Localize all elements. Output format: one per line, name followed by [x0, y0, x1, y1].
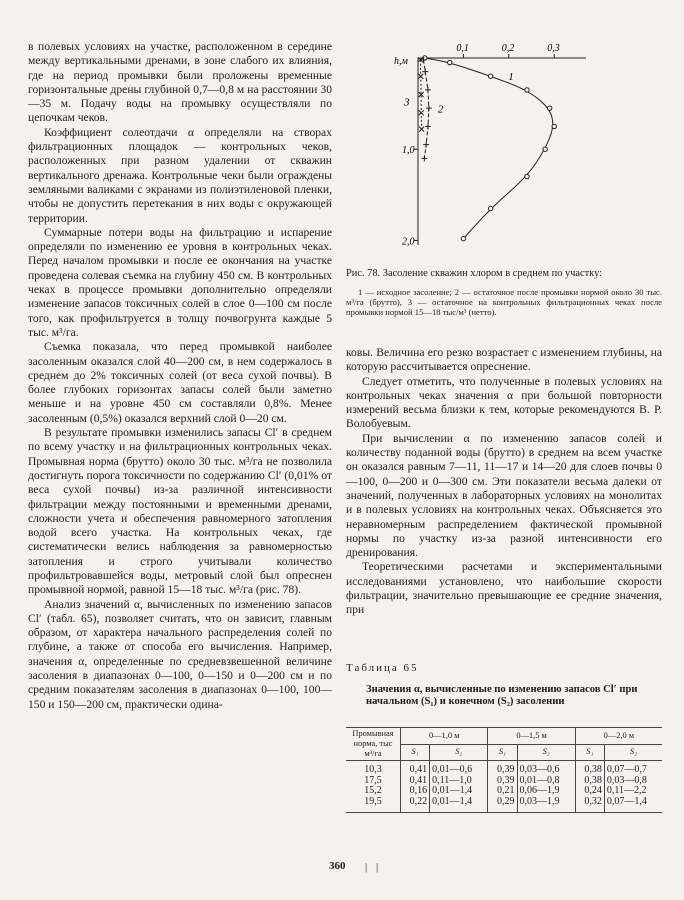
data-point	[425, 87, 431, 93]
cell: 0,41	[401, 776, 430, 787]
paragraph: Следует отметить, что полученные в полевых условиях на контрольных чеках значения α при большой повторности измерений весьма близки к тем, которые рекомендуются В. Р. Волобуевым.	[346, 374, 662, 431]
data-point	[461, 236, 465, 240]
table-label: Таблица 65	[346, 662, 419, 674]
data-point	[543, 147, 547, 151]
data-point	[547, 106, 551, 110]
table-title: Значения α, вычисленные по изменению запасов Cl′ при начальном (S₁) и конечном (S₂) засолении	[366, 684, 638, 708]
data-point	[419, 127, 424, 132]
data-point	[448, 60, 452, 64]
cell: 0,21	[488, 786, 517, 797]
figure-78	[346, 40, 662, 265]
cell: 17,5	[364, 774, 382, 786]
cell: 0,39	[488, 776, 517, 787]
paragraph: При вычислении α по изменению запасов солей и количеству поданной воды (брутто) в среднем на всем участке он оказался равным 7—11, 11—17 и 14—20 для слоев почвы 0—100, 0—200 и 0—300 см. Эти показатели весьма далеки от значений, полученных в лабораторных условиях на монолитах и в полевых условиях на контрольных чеках. Объясняется это неравномерным распределением фактической промывной нормы по участку из-за разной интенсивности его дренирования.	[346, 431, 662, 560]
cell: 0,01—0,6	[430, 761, 488, 776]
paragraph: Теоретическими расчетами и экспериментальными исследованиями установлено, что наибольшие скорости фильтрации, значительно превышающие ее средние значения, при	[346, 560, 662, 617]
cell: 0,24	[575, 786, 604, 797]
table-row	[346, 786, 662, 797]
cell: 0,32	[575, 797, 604, 813]
y-tick-label: 2,0	[402, 236, 415, 248]
data-point	[552, 124, 556, 128]
cell: 0,38	[575, 776, 604, 787]
cell: 10,3	[364, 764, 382, 775]
paragraph: Коэффициент солеотдачи α определяли на створах фильтрационных площадок — контрольных чеков, расположенных при разном удалении от скважин вертикального дренажа. Контрольные чеки были ограждены земляными валиками с экранами из полиэтиленовой пленки, чтобы не допустить перетекания в них воды с окружающей территории.	[28, 125, 332, 225]
curve-label-1: 1	[508, 70, 514, 83]
caption-legend: 1 — исходное засоление; 2 — остаточное после промывки нормой около 30 тыс. м³/га (брутто), 3 — остаточное на контрольных фильтрационных чеках после промывки нормой 15—18 тыс/м³ (нетто).	[346, 286, 662, 317]
caption-title: Рис. 78. Засоление скважин хлором в среднем по участку:	[346, 268, 603, 279]
data-point	[525, 174, 529, 178]
cell: 0,07—1,4	[604, 797, 662, 813]
data-point	[423, 142, 429, 148]
cell: 0,07—0,7	[604, 761, 662, 776]
cell: 0,11—2,2	[604, 786, 662, 797]
curve-label-3: 3	[404, 96, 410, 109]
salinity-chart	[346, 40, 662, 265]
cell: 0,22	[401, 797, 430, 813]
paragraph: Суммарные потери воды на фильтрацию и испарение определяли по изменению ее уровня в контрольных чеках. Перед началом промывки и после ее окончания на участке проведена солевая съемка на глубину 450 см. В контрольных чеках в процессе промывки дополнительно определяли изменение запасов токсичных солей в слое 0—100 см после того, как профильтруется в толщу почвогрунта каждые 5 тыс. м³/га.	[28, 225, 332, 339]
paragraph: Анализ значений α, вычисленных по изменению запасов Cl′ (табл. 65), позволяет считать, что он зависит, главным образом, от характера начального распределения солей по глубине, а также от способа его вычисления. Например, значения α, определенные по средневзвешенной величине засоления в диапазонах 0—100, 0—150 и 0—200 см и по средним показателям засоления в диапазонах 0—100, 100—150 и 150—200 см, практически одина-	[28, 597, 332, 711]
left-text-column	[28, 40, 332, 712]
data-point	[525, 88, 529, 92]
data-point	[488, 206, 492, 210]
data-point	[425, 123, 431, 129]
curve-label-2: 2	[437, 103, 444, 116]
paragraph: Съемка показала, что перед промывкой наиболее засоленным оказался слой 40—200 см, в нем содержалось в среднем до 2% токсичных солей (от веса сухой почвы). В более глубоких горизонтах запасы солей были заметно меньше и на уровне 450 см составляли 0,8%. Менее засоленным (0,5%) оказался верхний слой 0—20 см.	[28, 340, 332, 425]
header-s2: S₂	[604, 744, 662, 761]
header-s1: S₁	[401, 744, 430, 761]
paragraph: в полевых условиях на участке, расположенном в середине между вертикальными дренами, в зоне слабого их влияния, где на период промывки были проложены временные горизонтальные дрены глубиной 0,7—0,8 м на расстоянии 30—35 м. Подачу воды на промывку осуществляли по цепочкам чеков.	[28, 40, 332, 125]
cell: 19,5	[364, 795, 382, 807]
cell: 0,29	[488, 797, 517, 813]
table-65	[346, 727, 662, 813]
data-point	[421, 155, 427, 161]
cell: 0,01—1,4	[430, 797, 488, 813]
header-s1: S₁	[575, 744, 604, 761]
header-depth: 0—1,5 м	[488, 728, 575, 745]
cell: 0,16	[401, 786, 430, 797]
x-tick-label: 0,3	[547, 43, 560, 54]
header-s2: S₂	[430, 744, 488, 761]
header-s1: S₁	[488, 744, 517, 761]
y-axis-label: h,м	[394, 56, 408, 67]
header-wash-norm: Промывная норма, тыс м³/га	[346, 728, 401, 761]
page-mark: | |	[365, 861, 382, 873]
x-tick-label: 0,2	[501, 43, 515, 54]
header-s2: S₂	[517, 744, 575, 761]
paragraph: В результате промывки изменились запасы Cl′ в среднем по всему участку и на фильтрационных контрольных чеках. Промывная норма (брутто) около 30 тыс. м³/га не позволила достигнуть порога токсичности по содержанию Cl′ (0,01% от веса сухой почвы) из-за различной интенсивности фильтрации между постоянными и временными дренами, сложности учета и обеспечения равномерного затопления водой всего участка. На контрольных чеках, где систематически велись наблюдения за равномерностью затопления и строго учитывали количество профильтровавшейся воды, метровый слой был опреснен промывной нормой, равной 15—18 тыс. м³/га (рис. 78).	[28, 426, 332, 597]
cell: 0,01—1,4	[430, 786, 488, 797]
cell: 15,2	[364, 785, 382, 796]
data-point	[426, 105, 432, 111]
header-depth: 0—1,0 м	[401, 728, 488, 745]
paragraph: ковы. Величина его резко возрастает с изменением глубины, на которую рассчитывается опреснение.	[346, 346, 662, 374]
page-number: 360	[329, 860, 346, 872]
table-row	[346, 797, 662, 813]
table-row	[346, 761, 662, 776]
cell: 0,03—0,8	[604, 776, 662, 787]
cell: 0,01—0,8	[517, 776, 575, 787]
cell: 0,41	[401, 761, 430, 776]
header-depth: 0—2,0 м	[575, 728, 662, 745]
cell: 0,38	[575, 761, 604, 776]
y-tick-label: 1,0	[402, 145, 415, 157]
cell: 0,03—1,9	[517, 797, 575, 813]
figure-caption	[346, 268, 662, 317]
cell: 0,39	[488, 761, 517, 776]
cell: 0,06—1,9	[517, 786, 575, 797]
data-point	[488, 74, 492, 78]
cell: 0,11—1,0	[430, 776, 488, 787]
x-tick-label: 0,1	[456, 43, 469, 54]
right-text-column	[346, 346, 662, 618]
data-point	[419, 110, 424, 115]
cell: 0,03—0,6	[517, 761, 575, 776]
data-point	[418, 74, 423, 79]
series-line-1	[425, 58, 553, 239]
